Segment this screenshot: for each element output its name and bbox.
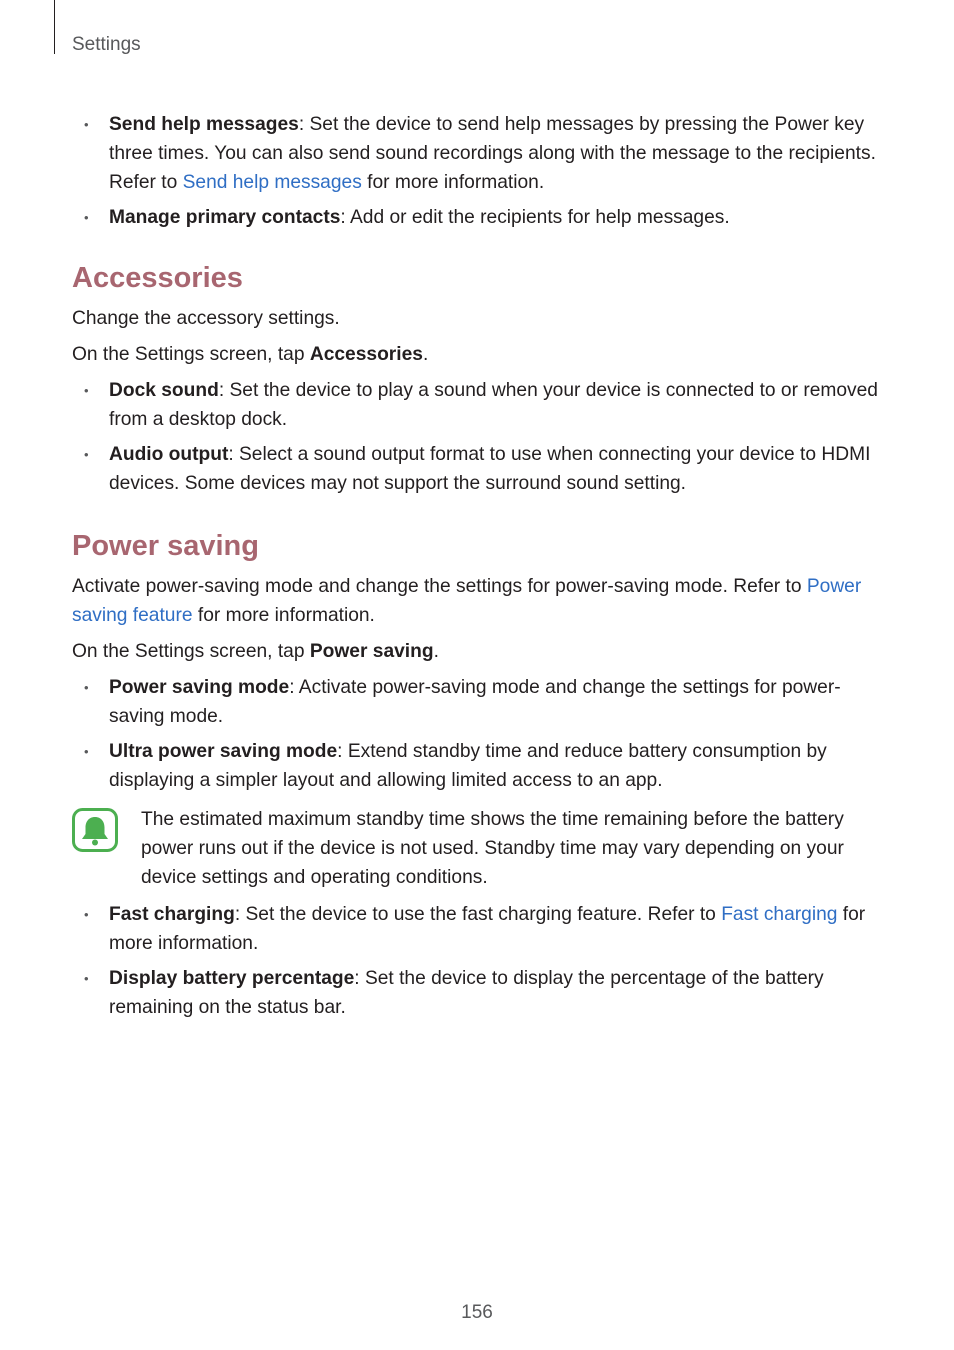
- power-saving-feature-link[interactable]: Power saving feature: [72, 576, 862, 626]
- page-number: 156: [461, 1302, 493, 1323]
- list-item: • Dock sound: Set the device to play a sound when your device is connected to or removed from a desktop dock.: [72, 376, 882, 434]
- running-head: Settings: [72, 34, 141, 55]
- list-item: • Fast charging: Set the device to use the fast charging feature. Refer to Fast charging for more information.: [72, 900, 882, 958]
- help-settings-list: [72, 110, 882, 232]
- power-saving-list: [72, 673, 882, 795]
- send-help-messages-link[interactable]: Send help messages: [182, 172, 362, 193]
- charging-list: [72, 900, 882, 1022]
- power-saving-nav-instruction: On the Settings screen, tap Power saving.: [72, 641, 439, 662]
- list-item: • Ultra power saving mode: Extend standby time and reduce battery consumption by displaying a simpler layout and allowing limited access to an app.: [72, 737, 882, 795]
- term: Send help messages: [109, 114, 299, 135]
- header-rule: [54, 0, 55, 54]
- list-item: • Display battery percentage: Set the device to display the percentage of the battery remaining on the status bar.: [72, 964, 882, 1022]
- accessories-nav-instruction: On the Settings screen, tap Accessories.: [72, 344, 429, 365]
- accessories-heading: Accessories: [72, 262, 243, 294]
- term: Manage primary contacts: [109, 207, 341, 228]
- list-item: • Send help messages: Set the device to send help messages by pressing the Power key three times. You can also send sound recordings along with the message to the recipients. Refer to Send help messages for more information.: [72, 110, 882, 197]
- note-block: [72, 805, 882, 892]
- list-item: • Manage primary contacts: Add or edit the recipients for help messages.: [72, 203, 882, 232]
- power-saving-heading: Power saving: [72, 530, 259, 562]
- list-item: • Power saving mode: Activate power-saving mode and change the settings for power-saving mode.: [72, 673, 882, 731]
- power-saving-description: Activate power-saving mode and change the settings for power-saving mode. Refer to Power saving feature for more information.: [72, 576, 862, 626]
- bell-icon: [72, 808, 118, 852]
- list-item: • Audio output: Select a sound output format to use when connecting your device to HDMI devices. Some devices may not support the surround sound setting.: [72, 440, 882, 498]
- fast-charging-link[interactable]: Fast charging: [721, 904, 838, 925]
- note-text: The estimated maximum standby time shows the time remaining before the battery power runs out if the device is not used. Standby time may vary depending on your device settings and operating conditions.: [141, 809, 844, 888]
- accessories-list: [72, 376, 882, 498]
- accessories-description: Change the accessory settings.: [72, 308, 340, 329]
- page-content: [72, 108, 882, 1028]
